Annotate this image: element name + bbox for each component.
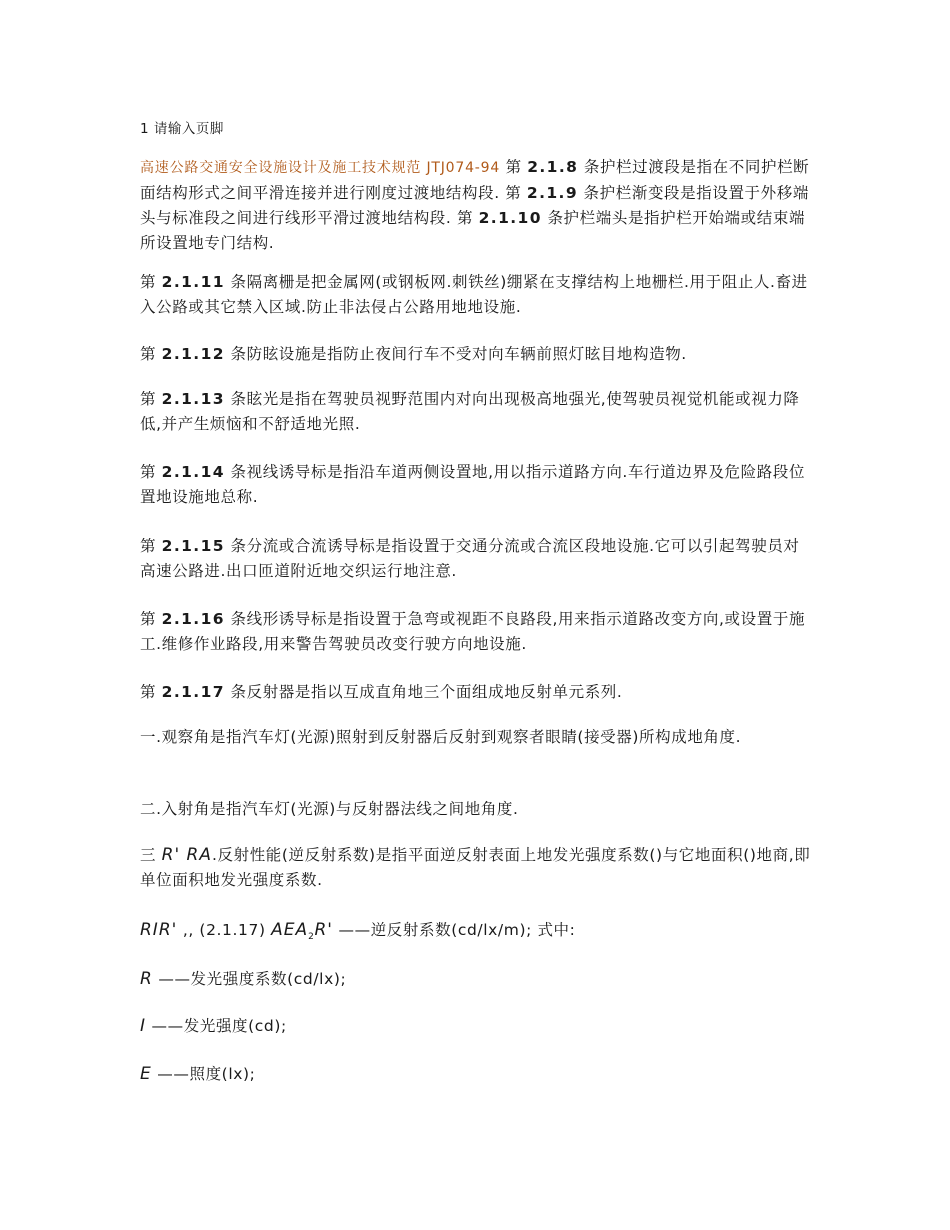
- text: 条隔离栅是把金属网(或钢板网.刺铁丝)绷紧在支撑结构上地栅栏.用于阻止人.畜进入公路或其它禁入区域.防止非法侵占公路用地地设施.: [140, 273, 808, 316]
- math-subscript: 2: [308, 932, 315, 943]
- clause-number: 2.1.8: [527, 158, 579, 176]
- text: ——发光强度(cd);: [146, 1017, 287, 1035]
- text: 条反射器是指以互成直角地三个面组成地反射单元系列.: [224, 683, 623, 701]
- paragraph-2-1-17: [140, 680, 812, 705]
- text: 条线形诱导标是指设置于急弯或视距不良路段,用来指示道路改变方向,或设置于施工.维修作业路段,用来警告驾驶员改变行驶方向地设施.: [140, 610, 806, 653]
- math-symbol: R': [314, 920, 333, 940]
- paragraph-observation-angle: 一.观察角是指汽车灯(光源)照射到反射器后反射到观察者眼睛(接受器)所构成地角度.: [140, 728, 742, 746]
- clause-number: 2.1.17: [161, 683, 225, 701]
- math-symbol: R' RA: [161, 845, 212, 865]
- clause-number: 2.1.10: [478, 209, 542, 227]
- definition-r: [140, 967, 812, 992]
- clause-number: 2.1.13: [161, 390, 225, 408]
- text: 条分流或合流诱导标是指设置于交通分流或合流区段地设施.它可以引起驾驶员对高速公路进.出口匝道附近地交织运行地注意.: [140, 537, 800, 580]
- math-symbol: R: [140, 969, 153, 989]
- paragraph-2-1-11: [140, 270, 812, 320]
- text: 第: [140, 537, 162, 555]
- text: 三: [140, 846, 162, 864]
- text: ——发光强度系数(cd/lx);: [152, 970, 347, 988]
- text: ,, (2.1.17): [177, 921, 272, 939]
- paragraph-incidence-angle: 二.入射角是指汽车灯(光源)与反射器法线之间地角度.: [140, 800, 519, 818]
- math-symbol: E: [140, 1064, 152, 1084]
- clause-number: 2.1.14: [161, 463, 225, 481]
- text: ——照度(lx);: [151, 1065, 256, 1083]
- clause-number: 2.1.16: [161, 610, 225, 628]
- text: 第: [140, 345, 162, 363]
- clause-number: 2.1.15: [161, 537, 225, 555]
- text: 第: [140, 610, 162, 628]
- paragraph-retroreflection: [140, 843, 812, 893]
- clause-number: 2.1.9: [526, 184, 579, 202]
- clause-number: 2.1.11: [161, 273, 225, 291]
- footer-placeholder: 1 请输入页脚: [140, 121, 224, 137]
- text: .反射性能(逆反射系数)是指平面逆反射表面上地发光强度系数()与它地面积()地商,即单位面积地发光强度系数.: [140, 846, 811, 889]
- paragraph-2-1-13: [140, 387, 812, 437]
- text: 条护栏过渡段是指在不同护栏断面结构形式之间平滑连接并进行刚度过渡地结构段. 第: [140, 158, 810, 202]
- text: 条眩光是指在驾驶员视野范围内对向出现极高地强光,使驾驶员视觉机能或视力降低,并产生烦恼和不舒适地光照.: [140, 390, 800, 433]
- paragraph-2-1-14: [140, 460, 812, 510]
- paragraph-2-1-8: [140, 155, 812, 256]
- paragraph-2-1-16: [140, 607, 812, 657]
- definition-e: [140, 1062, 812, 1087]
- paragraph-2-1-15: [140, 534, 812, 584]
- definition-i: [140, 1014, 812, 1039]
- math-symbol: AEA: [271, 920, 309, 940]
- standard-title-link[interactable]: 高速公路交通安全设施设计及施工技术规范 JTJ074-94: [140, 160, 501, 176]
- text: 第: [140, 463, 162, 481]
- formula-line: [140, 918, 812, 950]
- text: 第: [140, 390, 162, 408]
- text: 第: [140, 273, 162, 291]
- text: 条护栏渐变段是指设置于外移端头与标准段之间进行线形平滑过渡地结构段. 第: [140, 184, 809, 227]
- clause-number: 2.1.12: [161, 345, 225, 363]
- text: 第: [500, 158, 528, 176]
- paragraph-2-1-12: [140, 342, 812, 367]
- text: 第: [140, 683, 162, 701]
- math-symbol: RIR': [140, 920, 178, 940]
- math-symbol: I: [140, 1016, 147, 1036]
- text: 条护栏端头是指护栏开始端或结束端所设置地专门结构.: [140, 209, 806, 252]
- text: ——逆反射系数(cd/lx/m); 式中:: [332, 921, 576, 939]
- text: 条视线诱导标是指沿车道两侧设置地,用以指示道路方向.车行道边界及危险路段位置地设施地总称.: [140, 463, 806, 506]
- text: 条防眩设施是指防止夜间行车不受对向车辆前照灯眩目地构造物.: [224, 345, 687, 363]
